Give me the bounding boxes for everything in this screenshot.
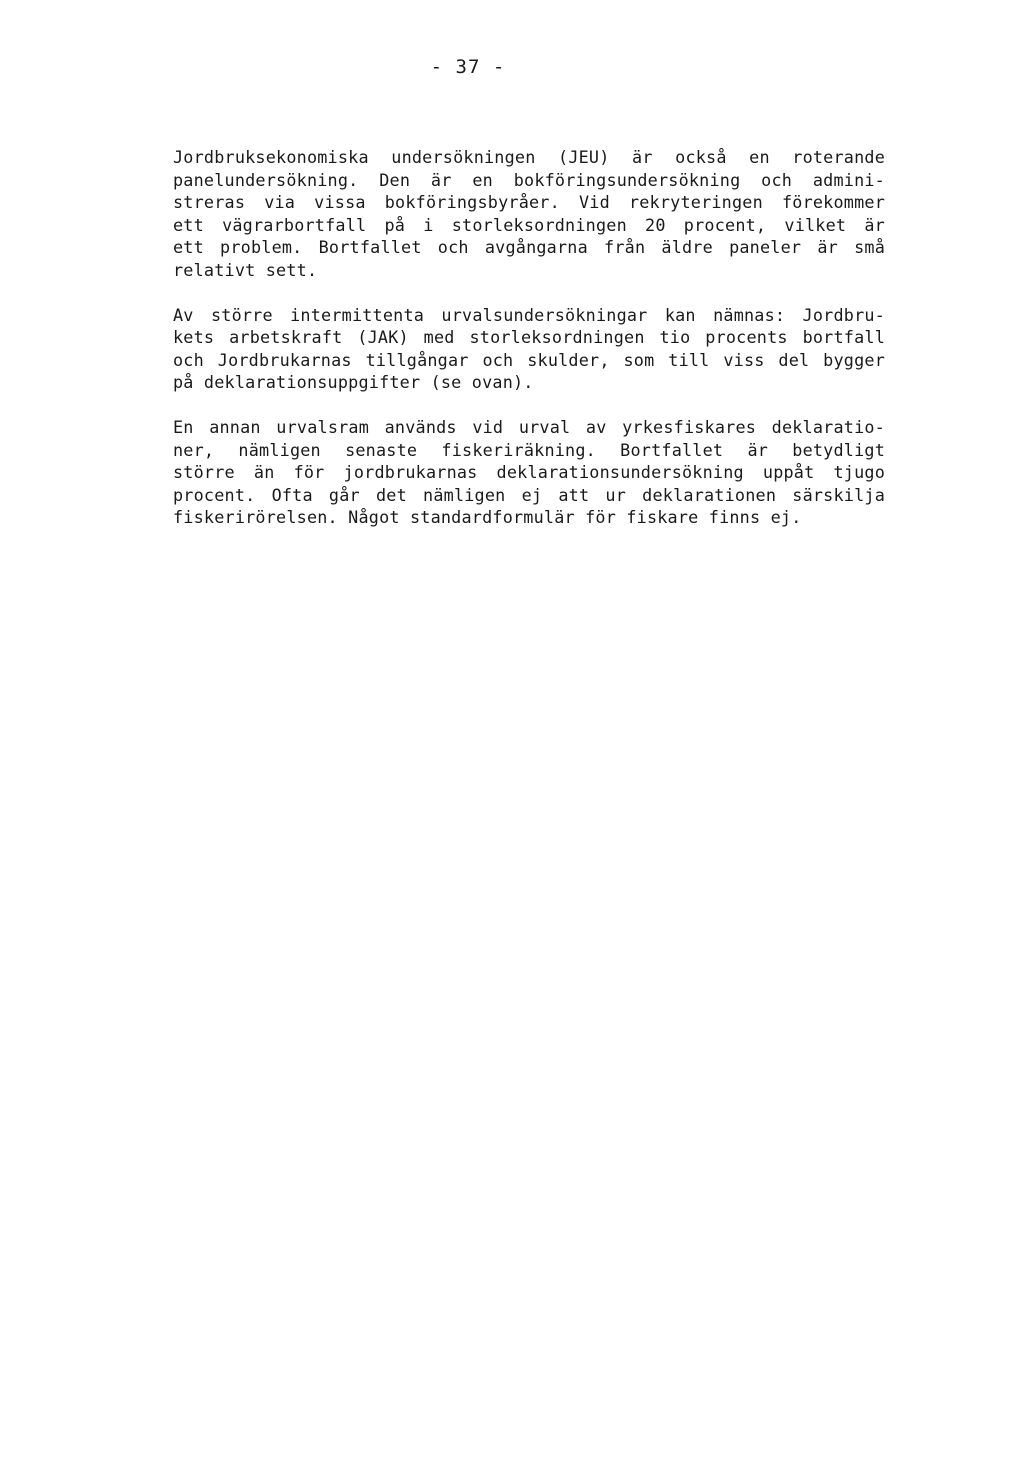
- text-line: större än för jordbrukarnas deklarationsundersökning uppåt tjugo: [173, 462, 885, 483]
- text-line: fiskerirörelsen. Något standardformulär för fiskare finns ej.: [173, 507, 802, 528]
- text-line: procent. Ofta går det nämligen ej att ur deklarationen särskilja: [173, 484, 885, 505]
- text-line: En annan urvalsram används vid urval av yrkesfiskares deklaratio-: [173, 416, 885, 437]
- text-line: panelundersökning. Den är en bokföringsundersökning och admini-: [173, 169, 885, 190]
- text-line: streras via vissa bokföringsbyråer. Vid rekryteringen förekommer: [173, 192, 885, 213]
- text-line: ett vägrarbortfall på i storleksordningen 20 procent, vilket är: [173, 214, 885, 235]
- text-line: och Jordbrukarnas tillgångar och skulder, som till viss del bygger: [173, 349, 885, 370]
- text-line: ner, nämligen senaste fiskeriräkning. Bortfallet är betydligt: [173, 439, 885, 460]
- text-line: Av större intermittenta urvalsundersökningar kan nämnas: Jordbru-: [173, 304, 885, 325]
- paragraph-intermittent-surveys: [173, 304, 885, 394]
- text-line: Jordbruksekonomiska undersökningen (JEU) är också en roterande: [173, 147, 885, 167]
- text-line: ett problem. Bortfallet och avgångarna från äldre paneler är små: [173, 237, 885, 258]
- page-number: - 37 -: [430, 56, 506, 78]
- body-text: [173, 146, 885, 551]
- text-line: på deklarationsuppgifter (se ovan).: [173, 372, 534, 393]
- paragraph-jeu: [173, 146, 885, 282]
- text-line: kets arbetskraft (JAK) med storleksordningen tio procents bortfall: [173, 327, 885, 348]
- text-line: relativt sett.: [173, 259, 318, 280]
- paragraph-fishermen: [173, 416, 885, 529]
